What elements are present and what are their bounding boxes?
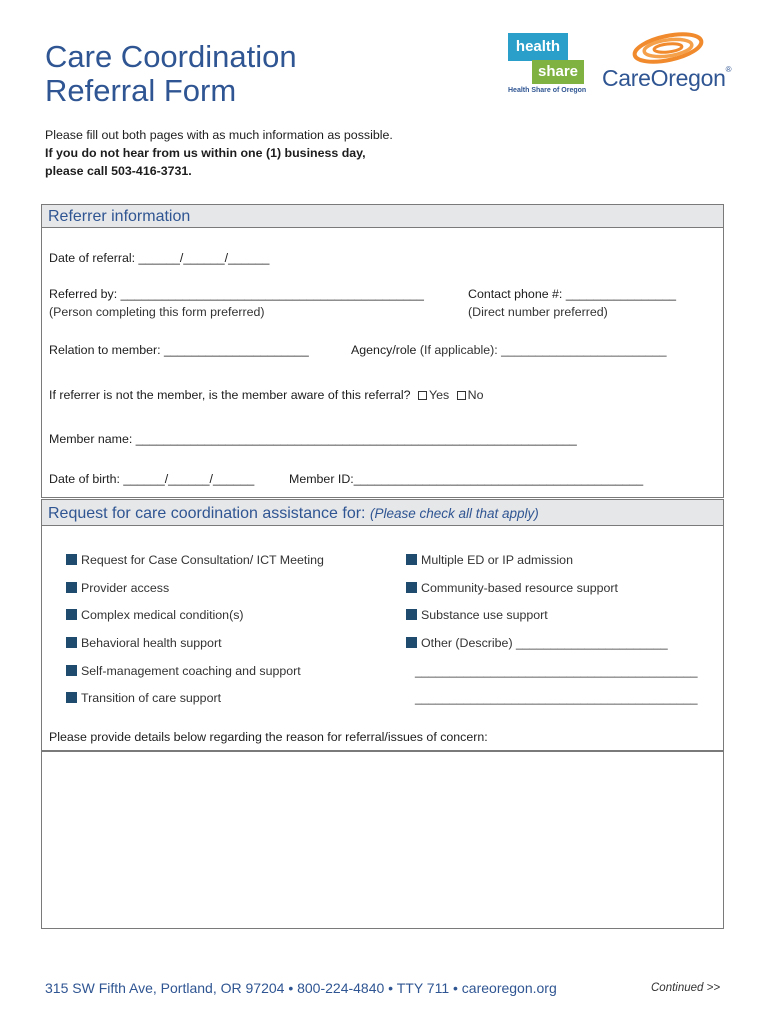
- aware-no-label: No: [467, 388, 484, 402]
- member-name-field[interactable]: Member name: ________________________________________________________________: [49, 432, 577, 446]
- option-substance-use[interactable]: [406, 608, 548, 622]
- request-section-heading: [41, 499, 724, 526]
- intro-line-2: If you do not hear from us within one (1) business day,: [45, 146, 366, 160]
- request-heading-note: (Please check all that apply): [369, 506, 539, 521]
- healthshare-logo-word2: share: [532, 60, 584, 84]
- relation-to-member-field[interactable]: Relation to member: _____________________: [49, 343, 309, 357]
- referred-by-field[interactable]: Referred by: ____________________________________________: [49, 287, 424, 301]
- careoregon-swirl-icon: [628, 30, 708, 66]
- healthshare-logo: [508, 33, 588, 103]
- request-heading-text: Request for care coordination assistance for:: [48, 505, 366, 522]
- referred-by-note: (Person completing this form preferred): [49, 305, 265, 319]
- referrer-section-heading: [41, 204, 724, 228]
- request-section-body: [41, 525, 724, 751]
- member-id-field[interactable]: Member ID:__________________________________________: [289, 472, 644, 486]
- aware-yes-checkbox[interactable]: [418, 391, 427, 400]
- checkbox-icon[interactable]: [406, 554, 417, 565]
- careoregon-logo: [598, 30, 732, 100]
- option-label: Complex medical condition(s): [81, 608, 244, 622]
- checkbox-icon[interactable]: [406, 582, 417, 593]
- option-other[interactable]: [406, 636, 668, 650]
- careoregon-logo-word: CareOregon: [602, 65, 726, 91]
- contact-phone-field[interactable]: Contact phone #: ________________: [468, 287, 677, 301]
- option-label: Substance use support: [421, 608, 548, 622]
- title-line-2: Referral Form: [45, 73, 237, 108]
- checkbox-icon[interactable]: [66, 582, 77, 593]
- option-label: Behavioral health support: [81, 636, 222, 650]
- option-provider-access[interactable]: [66, 581, 169, 595]
- option-label: Other (Describe) ______________________: [421, 636, 668, 650]
- agency-label: Agency/role: [351, 343, 417, 357]
- option-transition-of-care[interactable]: [66, 691, 221, 705]
- healthshare-logo-word1: health: [508, 33, 568, 61]
- checkbox-icon[interactable]: [66, 692, 77, 703]
- option-label: Request for Case Consultation/ ICT Meeting: [81, 553, 324, 567]
- continued-label: Continued >>: [651, 982, 721, 994]
- careoregon-wordmark: CareOregon®: [602, 65, 732, 91]
- option-label: Transition of care support: [81, 691, 222, 705]
- option-complex-medical[interactable]: [66, 608, 244, 622]
- aware-yes-label: Yes: [428, 388, 450, 402]
- date-of-birth-field[interactable]: Date of birth: ______/______/______: [49, 472, 255, 486]
- option-behavioral-health[interactable]: [66, 636, 222, 650]
- aware-question-text: If referrer is not the member, is the member aware of this referral?: [49, 388, 411, 402]
- date-of-referral-field[interactable]: Date of referral: ______/______/______: [49, 251, 270, 265]
- details-prompt: Please provide details below regarding the reason for referral/issues of concern:: [49, 730, 488, 744]
- other-describe-line-2[interactable]: _________________________________________: [415, 691, 698, 705]
- agency-note: (If applicable): ________________________: [419, 343, 667, 357]
- title-line-1: Care Coordination: [45, 39, 297, 74]
- aware-no-checkbox[interactable]: [457, 391, 466, 400]
- checkbox-icon[interactable]: [66, 637, 77, 648]
- checkbox-icon[interactable]: [406, 637, 417, 648]
- option-label: Provider access: [81, 581, 170, 595]
- option-label: Community-based resource support: [421, 581, 618, 595]
- healthshare-logo-tagline: Health Share of Oregon: [508, 87, 587, 94]
- intro-line-1: Please fill out both pages with as much information as possible.: [45, 128, 393, 142]
- other-describe-line-1[interactable]: _________________________________________: [415, 664, 698, 678]
- page-title: [45, 40, 297, 108]
- footer-address: 315 SW Fifth Ave, Portland, OR 97204 • 800-224-4840 • TTY 711 • careoregon.org: [45, 980, 557, 996]
- checkbox-icon[interactable]: [66, 609, 77, 620]
- referrer-section-body: [41, 227, 724, 498]
- option-multiple-ed[interactable]: [406, 553, 573, 567]
- checkbox-icon[interactable]: [66, 554, 77, 565]
- agency-role-field[interactable]: [351, 343, 667, 357]
- intro-text: [45, 126, 393, 180]
- contact-phone-note: (Direct number preferred): [468, 305, 608, 319]
- details-textarea[interactable]: [41, 751, 724, 929]
- checkbox-icon[interactable]: [66, 665, 77, 676]
- referrer-heading-text: Referrer information: [48, 208, 191, 225]
- option-label: Self-management coaching and support: [81, 664, 301, 678]
- intro-line-3: please call 503-416-3731.: [45, 164, 192, 178]
- option-label: Multiple ED or IP admission: [421, 553, 573, 567]
- member-aware-question: [49, 388, 484, 402]
- option-case-consultation[interactable]: [66, 553, 324, 567]
- option-self-management[interactable]: [66, 664, 301, 678]
- option-community-resource[interactable]: [406, 581, 618, 595]
- checkbox-icon[interactable]: [406, 609, 417, 620]
